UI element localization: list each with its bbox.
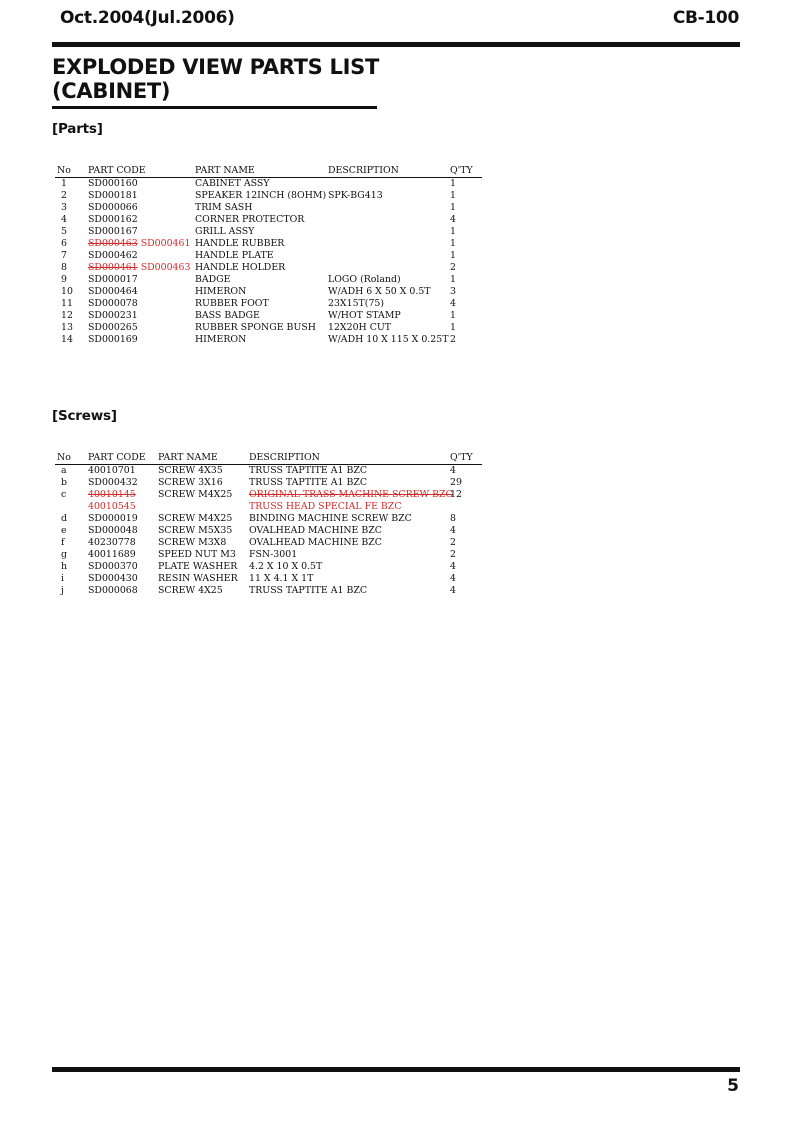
qty: 3 <box>450 286 456 297</box>
description-new: TRUSS HEAD SPECIAL FE BZC <box>249 501 402 512</box>
table-row <box>55 286 482 298</box>
description: OVALHEAD MACHINE BZC <box>249 525 382 536</box>
row-no: 9 <box>61 274 67 285</box>
part-name: HIMERON <box>195 286 247 297</box>
part-name: SCREW M3X8 <box>158 537 227 548</box>
part-code: SD000048 <box>88 525 138 536</box>
part-name: SCREW 3X16 <box>158 477 223 488</box>
part-code: SD000265 <box>88 322 138 333</box>
table-row <box>55 226 482 238</box>
part-code-new: SD000461 <box>140 238 191 249</box>
page-number: 5 <box>727 1076 739 1096</box>
parts-heading: [Parts] <box>52 121 103 137</box>
part-code: SD000017 <box>88 274 138 285</box>
qty: 4 <box>450 214 456 225</box>
part-code-new: SD000463 <box>140 262 191 273</box>
qty: 2 <box>450 549 456 560</box>
description: SPK-BG413 <box>328 190 383 201</box>
description: 12X20H CUT <box>328 322 392 333</box>
part-code: 40010701 <box>88 465 136 476</box>
row-no: h <box>61 561 68 572</box>
qty: 1 <box>450 250 456 261</box>
col-header-description: DESCRIPTION <box>249 452 320 463</box>
col-header-qty: Q'TY <box>450 452 473 463</box>
row-no: f <box>61 537 65 548</box>
table-row <box>55 250 482 262</box>
description: FSN-3001 <box>249 549 298 560</box>
description: TRUSS TAPTITE A1 BZC <box>249 465 368 476</box>
description: 4.2 X 10 X 0.5T <box>249 561 323 572</box>
part-name: HANDLE HOLDER <box>195 262 286 273</box>
table-row-revision <box>55 501 482 513</box>
col-header-part-name: PART NAME <box>158 452 218 463</box>
row-no: 14 <box>61 334 73 345</box>
part-code: SD000462 <box>88 250 138 261</box>
part-code: 40230778 <box>88 537 136 548</box>
qty: 2 <box>450 334 456 345</box>
part-code: SD000432 <box>88 477 138 488</box>
table-row <box>55 537 482 549</box>
part-name: BASS BADGE <box>195 310 260 321</box>
col-header-no: No <box>57 452 71 463</box>
part-name: BADGE <box>195 274 231 285</box>
part-code: SD000160 <box>88 178 138 189</box>
col-header-part-code: PART CODE <box>88 452 146 463</box>
row-no: c <box>61 489 67 500</box>
row-no: 12 <box>61 310 73 321</box>
part-name: RUBBER FOOT <box>195 298 269 309</box>
part-code: SD000066 <box>88 202 138 213</box>
row-no: b <box>61 477 68 488</box>
qty: 1 <box>450 202 456 213</box>
table-row <box>55 262 482 274</box>
table-row <box>55 178 482 190</box>
document-date: Oct.2004(Jul.2006) <box>60 8 235 28</box>
row-no: 5 <box>61 226 67 237</box>
description: LOGO (Roland) <box>328 274 401 285</box>
table-row <box>55 310 482 322</box>
part-name: CORNER PROTECTOR <box>195 214 305 225</box>
row-no: 3 <box>61 202 67 213</box>
part-name: PLATE WASHER <box>158 561 238 572</box>
part-code: SD000169 <box>88 334 138 345</box>
part-name: SCREW 4X35 <box>158 465 223 476</box>
row-no: 2 <box>61 190 67 201</box>
table-row <box>55 465 482 477</box>
col-header-part-code: PART CODE <box>88 165 146 176</box>
part-code-revised <box>88 238 190 250</box>
part-name: SPEED NUT M3 <box>158 549 236 560</box>
table-header <box>55 452 482 465</box>
qty: 4 <box>450 585 456 596</box>
row-no: g <box>61 549 68 560</box>
qty: 1 <box>450 310 456 321</box>
table-row <box>55 238 482 250</box>
description: TRUSS TAPTITE A1 BZC <box>249 585 368 596</box>
qty: 29 <box>450 477 462 488</box>
qty: 12 <box>450 489 462 500</box>
qty: 4 <box>450 465 456 476</box>
col-header-part-name: PART NAME <box>195 165 255 176</box>
part-name: HANDLE PLATE <box>195 250 274 261</box>
description: TRUSS TAPTITE A1 BZC <box>249 477 368 488</box>
table-row <box>55 573 482 585</box>
description-old: ORIGINAL TRASS MACHINE SCREW BZC <box>249 489 453 500</box>
table-row <box>55 322 482 334</box>
description: W/ADH 6 X 50 X 0.5T <box>328 286 431 297</box>
screws-table <box>55 452 482 597</box>
qty: 1 <box>450 190 456 201</box>
qty: 2 <box>450 262 456 273</box>
qty: 4 <box>450 525 456 536</box>
part-code: SD000231 <box>88 310 138 321</box>
description: 23X15T(75) <box>328 298 385 309</box>
part-name: RUBBER SPONGE BUSH <box>195 322 316 333</box>
part-code-old: SD000463 <box>88 238 138 249</box>
part-code-old: SD000461 <box>88 262 138 273</box>
table-row <box>55 298 482 310</box>
part-code: SD000181 <box>88 190 138 201</box>
part-name: HIMERON <box>195 334 247 345</box>
part-name: TRIM SASH <box>195 202 253 213</box>
table-row <box>55 334 482 346</box>
qty: 1 <box>450 238 456 249</box>
table-row <box>55 202 482 214</box>
top-divider <box>52 42 740 47</box>
table-row <box>55 513 482 525</box>
model-name: CB-100 <box>672 8 739 28</box>
table-row <box>55 525 482 537</box>
part-name: SCREW M4X25 <box>158 489 233 500</box>
part-code: 40011689 <box>88 549 136 560</box>
qty: 1 <box>450 226 456 237</box>
row-no: 13 <box>61 322 73 333</box>
part-code: SD000370 <box>88 561 138 572</box>
row-no: d <box>61 513 68 524</box>
qty: 2 <box>450 537 456 548</box>
part-name: SCREW M5X35 <box>158 525 233 536</box>
table-row <box>55 585 482 597</box>
part-name: GRILL ASSY <box>195 226 255 237</box>
row-no: 8 <box>61 262 67 273</box>
part-code-old: 40010145 <box>88 489 136 500</box>
row-no: 6 <box>61 238 67 249</box>
part-code-new: 40010545 <box>88 501 136 512</box>
table-row <box>55 274 482 286</box>
qty: 8 <box>450 513 456 524</box>
qty: 1 <box>450 178 456 189</box>
bottom-divider <box>52 1067 740 1072</box>
screws-heading: [Screws] <box>52 408 117 424</box>
table-row <box>55 561 482 573</box>
table-row <box>55 477 482 489</box>
row-no: 11 <box>61 298 73 309</box>
description: BINDING MACHINE SCREW BZC <box>249 513 412 524</box>
col-header-description: DESCRIPTION <box>328 165 399 176</box>
table-row <box>55 489 482 501</box>
part-code: SD000162 <box>88 214 138 225</box>
qty: 4 <box>450 298 456 309</box>
part-code: SD000078 <box>88 298 138 309</box>
row-no: 1 <box>61 178 67 189</box>
part-name: RESIN WASHER <box>158 573 238 584</box>
page-title-line-1: EXPLODED VIEW PARTS LIST <box>52 55 379 79</box>
part-code: SD000019 <box>88 513 138 524</box>
col-header-qty: Q'TY <box>450 165 473 176</box>
qty: 4 <box>450 561 456 572</box>
part-code: SD000464 <box>88 286 138 297</box>
table-row <box>55 190 482 202</box>
part-code: SD000430 <box>88 573 138 584</box>
parts-table <box>55 165 482 346</box>
row-no: e <box>61 525 67 536</box>
part-code-revised <box>88 262 190 274</box>
table-row <box>55 549 482 561</box>
part-code: SD000068 <box>88 585 138 596</box>
part-name: HANDLE RUBBER <box>195 238 285 249</box>
page-title <box>52 55 379 103</box>
description: W/HOT STAMP <box>328 310 401 321</box>
row-no: 10 <box>61 286 73 297</box>
part-name: SCREW 4X25 <box>158 585 223 596</box>
part-name: SPEAKER 12INCH (8OHM) <box>195 190 327 201</box>
description: W/ADH 10 X 115 X 0.25T <box>328 334 449 345</box>
table-header <box>55 165 482 178</box>
part-name: SCREW M4X25 <box>158 513 233 524</box>
part-name: CABINET ASSY <box>195 178 270 189</box>
qty: 1 <box>450 322 456 333</box>
description: OVALHEAD MACHINE BZC <box>249 537 382 548</box>
row-no: 7 <box>61 250 67 261</box>
qty: 4 <box>450 573 456 584</box>
row-no: a <box>61 465 67 476</box>
col-header-no: No <box>57 165 71 176</box>
row-no: i <box>61 573 64 584</box>
row-no: 4 <box>61 214 67 225</box>
description: 11 X 4.1 X 1T <box>249 573 314 584</box>
part-code: SD000167 <box>88 226 138 237</box>
qty: 1 <box>450 274 456 285</box>
page-title-line-2: (CABINET) <box>52 79 171 103</box>
row-no: j <box>61 585 64 596</box>
table-row <box>55 214 482 226</box>
title-underline <box>52 106 377 109</box>
